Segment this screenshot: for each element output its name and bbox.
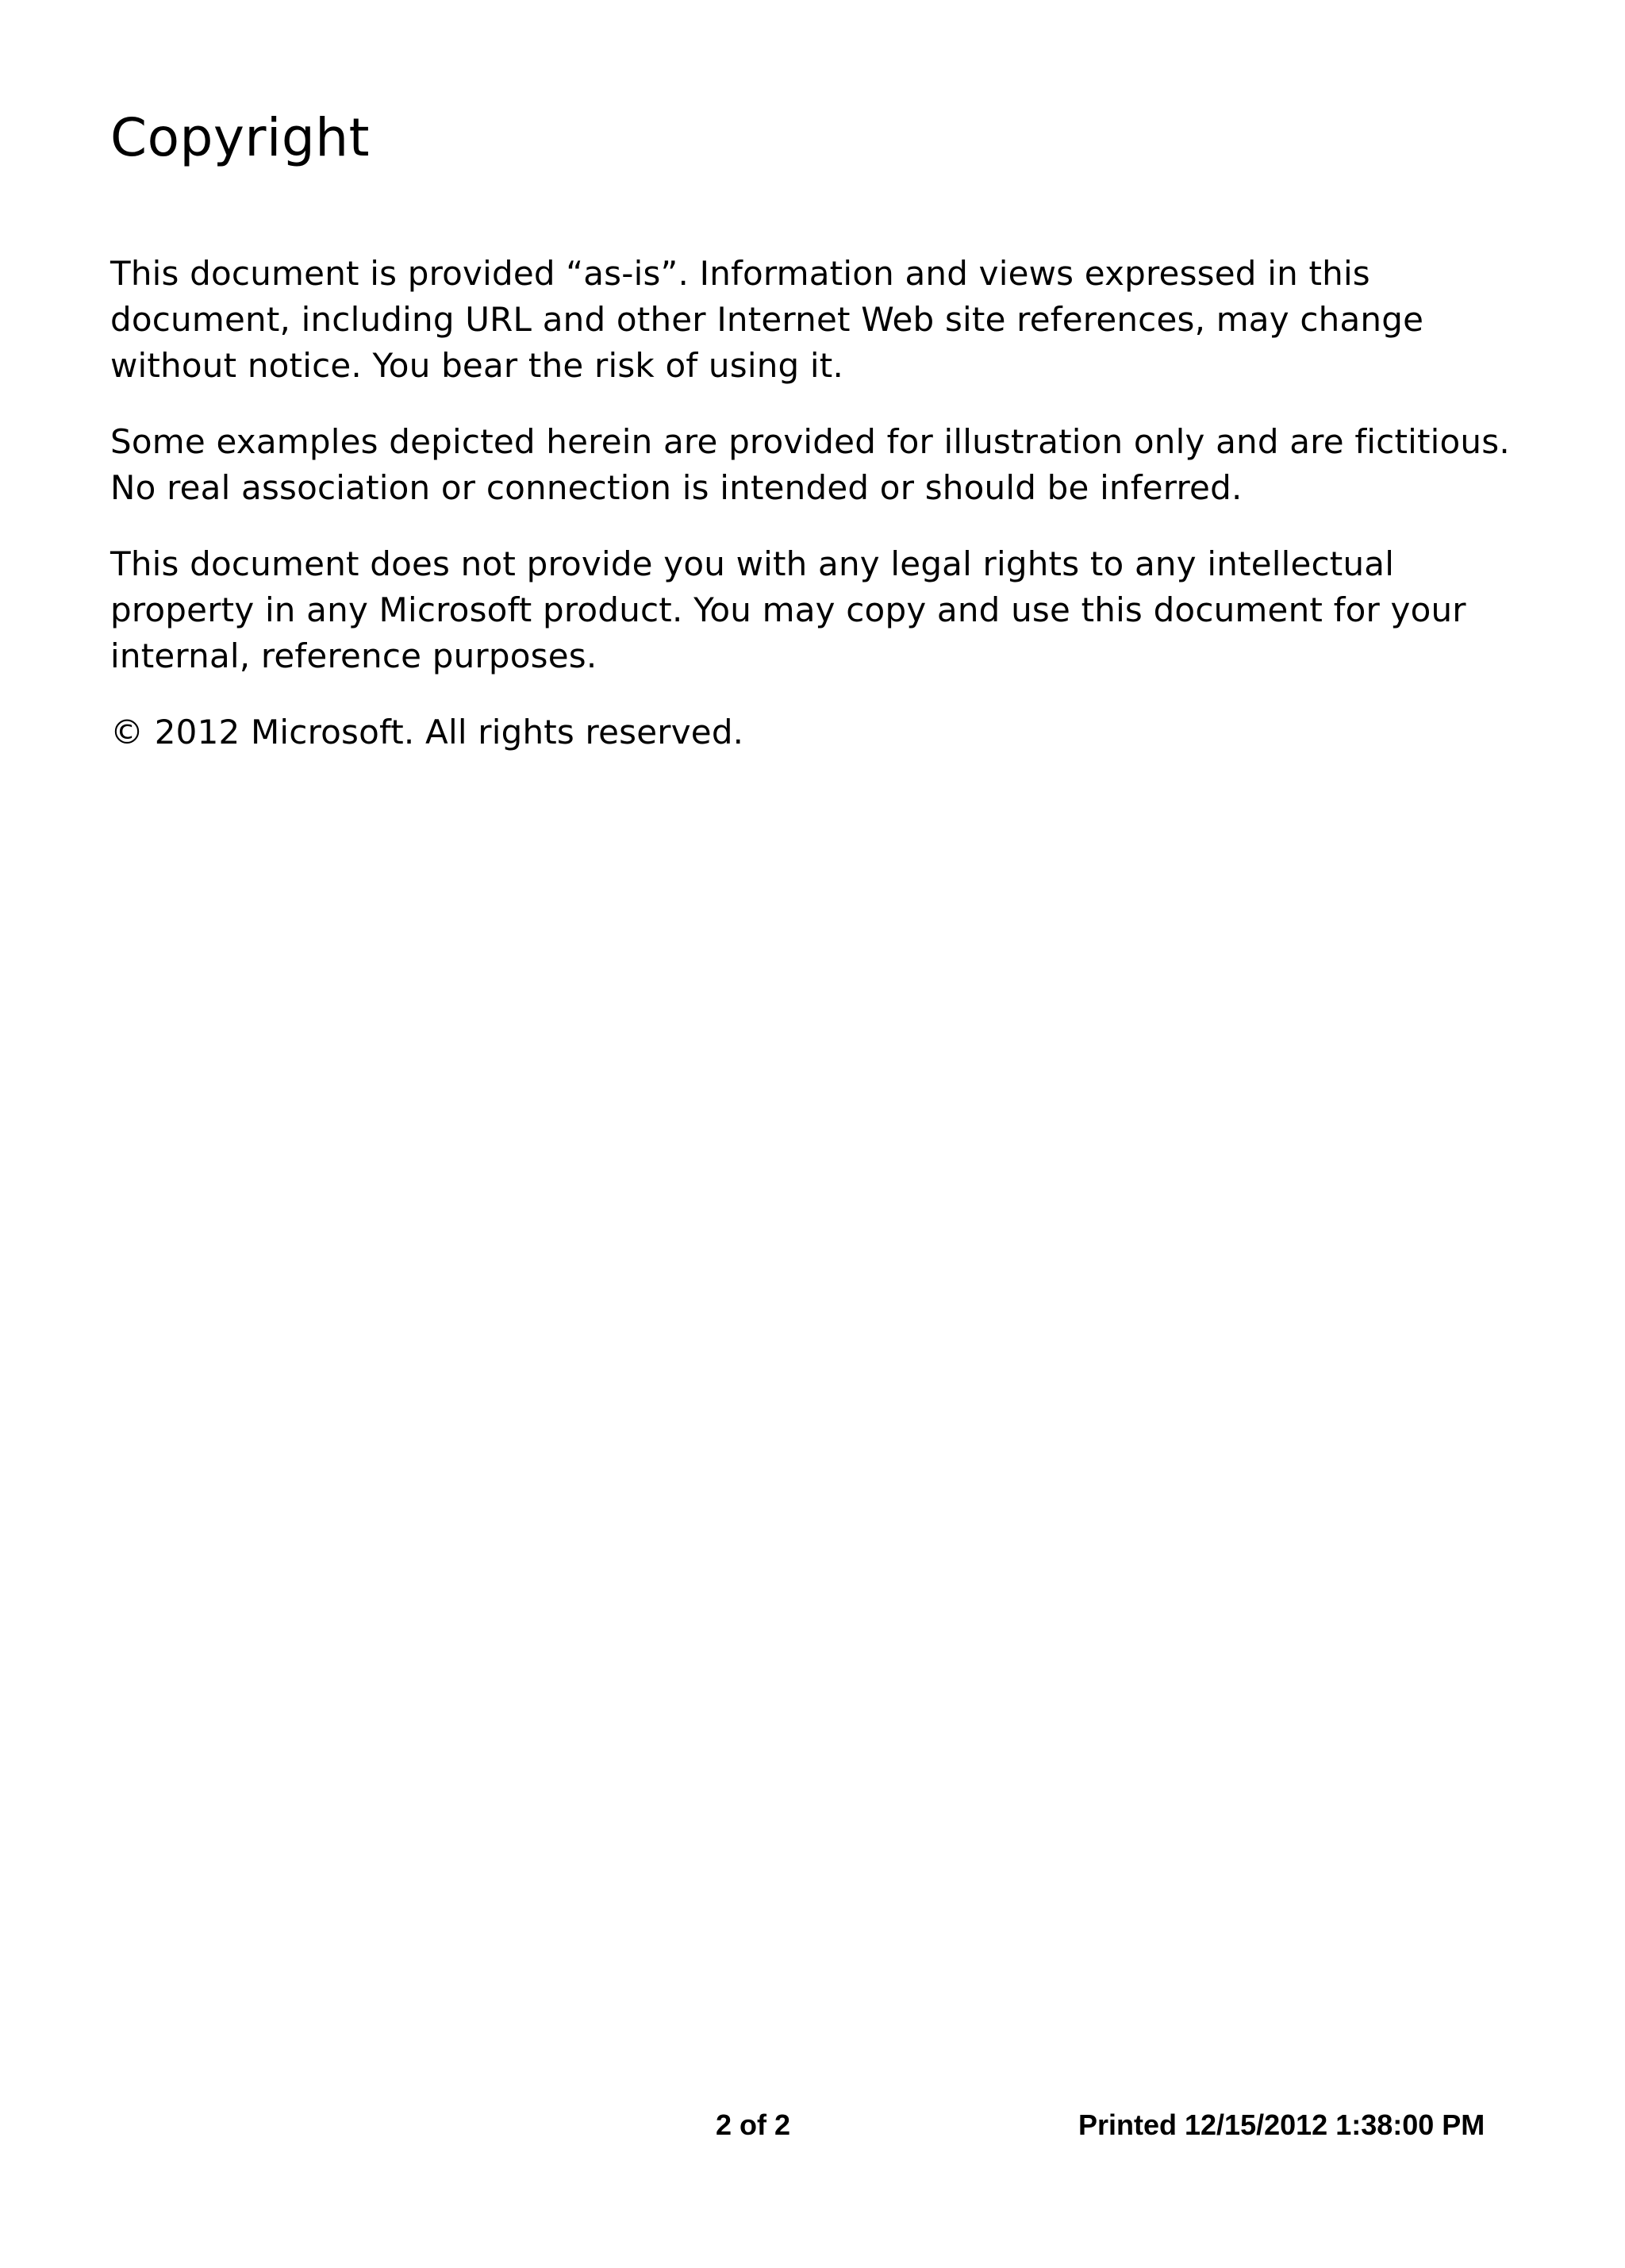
document-body — [110, 102, 1523, 755]
fictitious-examples-paragraph: Some examples depicted herein are provided for illustration only and are fictitious. No real association or connection is intended or should be inferred. — [110, 422, 1510, 507]
copyright-notice: © 2012 Microsoft. All rights reserved. — [110, 713, 744, 752]
printed-timestamp: Printed 12/15/2012 1:38:00 PM — [1078, 2108, 1485, 2141]
page-footer — [0, 2101, 1625, 2149]
page-title: Copyright — [110, 107, 370, 168]
page-number: 2 of 2 — [716, 2108, 791, 2141]
legal-rights-paragraph: This document does not provide you with any legal rights to any intellectual property in any Microsoft product. You may copy and use this document for your internal, reference purposes. — [110, 544, 1466, 675]
disclaimer-paragraph: This document is provided “as-is”. Information and views expressed in this document, including URL and other Internet Web site references, may change without notice. You bear the risk of using it. — [110, 254, 1424, 385]
